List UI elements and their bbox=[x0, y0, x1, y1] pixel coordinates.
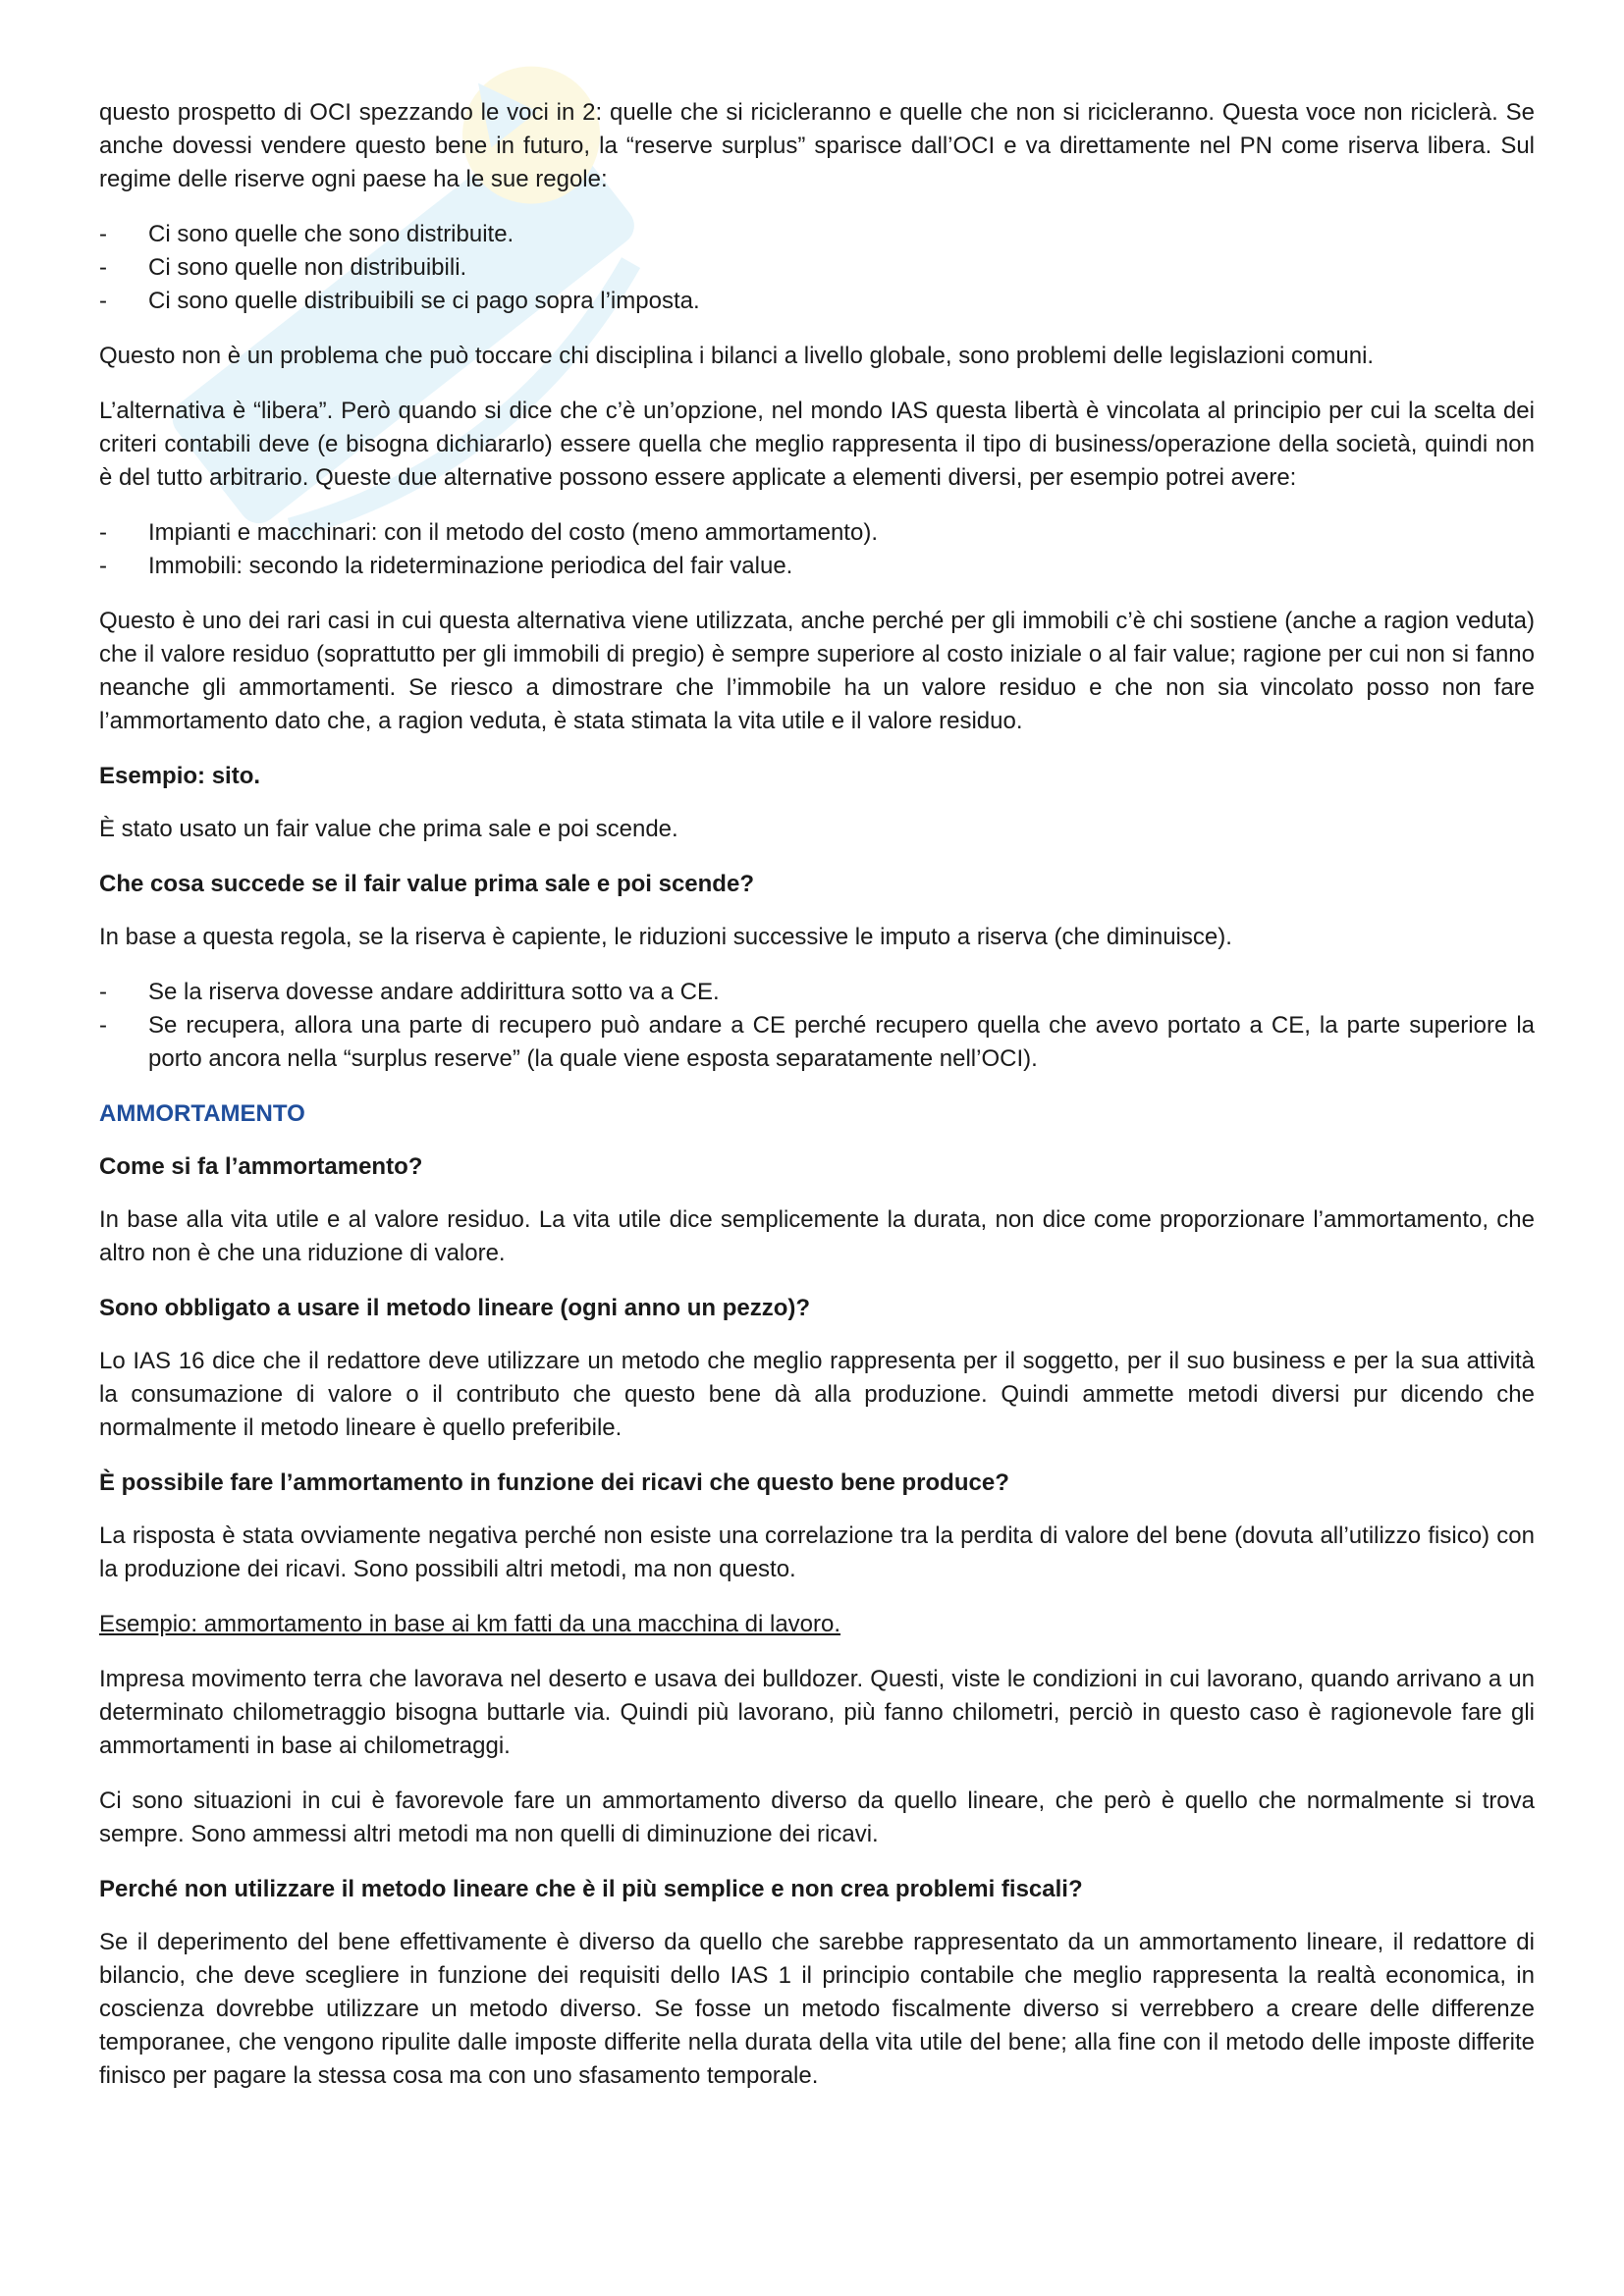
paragraph-useful-life: In base alla vita utile e al valore residuo. La vita utile dice semplicemente la durata, non dice come proporzionare l’ammortamento, che altro non è che una riduzione di valore. bbox=[99, 1206, 1535, 1266]
question-how-depreciation: Come si fa l’ammortamento? bbox=[99, 1153, 423, 1180]
paragraph-bulldozer: Impresa movimento terra che lavorava nel deserto e usava dei bulldozer. Questi, viste le condizioni in cui lavorano, quando arrivano a un determinato chilometraggio bisogna buttarle via. Quindi più lavorano, più fanno chilometri, perciò in questo caso è ragionevole fare gli ammortamenti in base ai chilometraggi. bbox=[99, 1666, 1535, 1759]
list-item: - Se la riserva dovesse andare addirittura sotto va a CE. bbox=[99, 976, 1535, 1009]
paragraph-other-methods: Ci sono situazioni in cui è favorevole fare un ammortamento diverso da quello lineare, che però è quello che normalmente si trova sempre. Sono ammessi altri metodi ma non quelli di diminuzione dei ricavi. bbox=[99, 1788, 1535, 1847]
document-page bbox=[99, 96, 1535, 2114]
list-item: - Ci sono quelle che sono distribuite. bbox=[99, 218, 1535, 251]
heading-example-site: Esempio: sito. bbox=[99, 763, 261, 789]
list-reserve-cases bbox=[99, 976, 1535, 1076]
list-reserves bbox=[99, 218, 1535, 318]
question-why-not-linear: Perché non utilizzare il metodo lineare che è il più semplice e non crea problemi fiscali? bbox=[99, 1876, 1083, 1902]
question-fair-value: Che cosa succede se il fair value prima sale e poi scende? bbox=[99, 871, 754, 897]
question-linear-method: Sono obbligato a usare il metodo lineare (ogni anno un pezzo)? bbox=[99, 1295, 811, 1321]
paragraph-deferred-taxes: Se il deperimento del bene effettivamente è diverso da quello che sarebbe rappresentato da un ammortamento lineare, il redattore di bilancio, che deve scegliere in funzione dei requisiti dello IAS 1 il principio contabile che meglio rappresenta la realtà economica, in coscienza dovrebbe utilizzare un metodo diverso. Se fosse un metodo fiscalmente diverso si verrebbero a creare delle differenze temporanee, che vengono ripulite dalle imposte differite nella durata della vita utile del bene; alla fine con il metodo delle imposte differite finisco per pagare la stessa cosa ma con uno sfasamento temporale. bbox=[99, 1929, 1535, 2089]
paragraph-negative-answer: La risposta è stata ovviamente negativa perché non esiste una correlazione tra la perdita di valore del bene (dovuta all’utilizzo fisico) con la produzione dei ricavi. Sono possibili altri metodi, ma non questo. bbox=[99, 1522, 1535, 1582]
paragraph-fair-value: È stato usato un fair value che prima sale e poi scende. bbox=[99, 816, 678, 842]
example-km bbox=[99, 1608, 1535, 1641]
paragraph-oci: questo prospetto di OCI spezzando le voci in 2: quelle che si ricicleranno e quelle che non si ricicleranno. Questa voce non riciclerà. Se anche dovessi vendere questo bene in futuro, la “reserve surplus” sparisce dall’OCI e va direttamente nel PN come riserva libera. Sul regime delle riserve ogni paese ha le sue regole: bbox=[99, 99, 1535, 192]
paragraph-ias16: Lo IAS 16 dice che il redattore deve utilizzare un metodo che meglio rappresenta per il soggetto, per il suo business e per la sua attività la consumazione di valore o il contributo che questo bene dà alla produzione. Quindi ammette metodi diversi pur dicendo che normalmente il metodo lineare è quello preferibile. bbox=[99, 1348, 1535, 1441]
paragraph-rare-cases: Questo è uno dei rari casi in cui questa alternativa viene utilizzata, anche perché per gli immobili c’è chi sostiene (anche a ragion veduta) che il valore residuo (soprattutto per gli immobili di pregio) è sempre superiore al costo iniziale o al fair value; ragione per cui non si fanno neanche gli ammortamenti. Se riesco a dimostrare che l’immobile ha un valore residuo e che non sia vincolato posso non fare l’ammortamento dato che, a ragion veduta, è stata stimata la vita utile e il valore residuo. bbox=[99, 608, 1535, 734]
list-item: - Ci sono quelle non distribuibili. bbox=[99, 251, 1535, 285]
list-item: - Ci sono quelle distribuibili se ci pago sopra l’imposta. bbox=[99, 285, 1535, 318]
section-heading-ammortamento: AMMORTAMENTO bbox=[99, 1100, 305, 1127]
question-revenue-method: È possibile fare l’ammortamento in funzione dei ricavi che questo bene produce? bbox=[99, 1469, 1009, 1496]
list-examples bbox=[99, 516, 1535, 583]
paragraph-legislation: Questo non è un problema che può toccare chi disciplina i bilanci a livello globale, sono problemi delle legislazioni comuni. bbox=[99, 343, 1375, 369]
example-km-text: Esempio: ammortamento in base ai km fatti da una macchina di lavoro. bbox=[99, 1611, 841, 1637]
list-item: - Immobili: secondo la rideterminazione periodica del fair value. bbox=[99, 550, 1535, 583]
paragraph-rule: In base a questa regola, se la riserva è capiente, le riduzioni successive le imputo a riserva (che diminuisce). bbox=[99, 924, 1232, 950]
list-item: - Se recupera, allora una parte di recupero può andare a CE perché recupero quella che avevo portato a CE, la parte superiore la porto ancora nella “surplus reserve” (la quale viene esposta separatamente nell’OCI). bbox=[99, 1009, 1535, 1076]
paragraph-alternative: L’alternativa è “libera”. Però quando si dice che c’è un’opzione, nel mondo IAS questa libertà è vincolata al principio per cui la scelta dei criteri contabili deve (e bisogna dichiararlo) essere quella che meglio rappresenta il tipo di business/operazione della società, quindi non è del tutto arbitrario. Queste due alternative possono essere applicate a elementi diversi, per esempio potrei avere: bbox=[99, 398, 1535, 491]
list-item: - Impianti e macchinari: con il metodo del costo (meno ammortamento). bbox=[99, 516, 1535, 550]
